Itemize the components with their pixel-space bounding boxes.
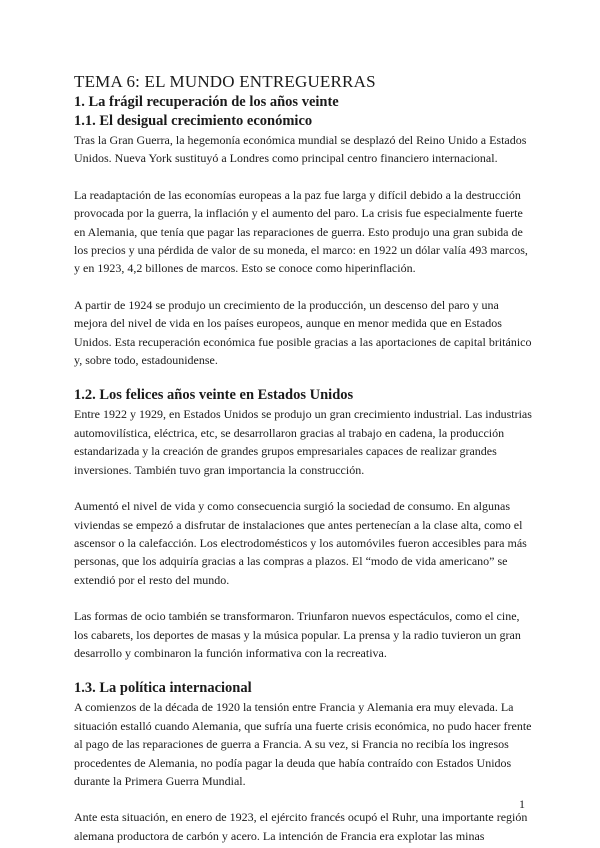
subsection-heading: 1.2. Los felices años veinte en Estados Unidos [74,387,354,404]
paragraph: Ante esta situación, en enero de 1923, el ejército francés ocupó el Ruhr, una importante región alemana productora de carbón y acero. La intención de Francia era explotar las minas [74,810,528,843]
page-number: 1 [519,797,525,811]
paragraph: Entre 1922 y 1929, en Estados Unidos se produjo un gran crecimiento industrial. Las industrias automovilística, eléctrica, etc, se desarrollaron gracias al trabajo en cadena, la producción estandarizada y la creación de grandes grupos empresariales capaces de realizar grandes inversiones. También tuvo gran importancia la construcción. [74,407,532,477]
paragraph: Tras la Gran Guerra, la hegemonía económica mundial se desplazó del Reino Unido a Estados Unidos. Nueva York sustituyó a Londres como principal centro financiero internacional. [74,133,527,166]
section-heading: 1. La frágil recuperación de los años veinte [74,94,339,110]
paragraph: A comienzos de la década de 1920 la tensión entre Francia y Alemania era muy elevada. La situación estalló cuando Alemania, que sufría una fuerte crisis económica, no pudo hacer frente al pago de las reparaciones de guerra a Francia. A su vez, si Francia no recibía los ingresos procedentes de Alemania, no podía pagar la deuda que había contraído con Estados Unidos durante la Primera Guerra Mundial. [74,700,532,788]
page-content [74,72,534,845]
paragraph: A partir de 1924 se produjo un crecimiento de la producción, un descenso del paro y una mejora del nivel de vida en los países europeos, aunque en menor medida que en Estados Unidos. Esta recuperación económica fue posible gracias a las aportaciones de capital británico y, sobre todo, estadounidense. [74,297,532,368]
paragraph: La readaptación de las economías europeas a la paz fue larga y difícil debido a la destrucción provocada por la guerra, la inflación y el aumento del paro. La crisis fue especialmente fuerte en Alemania, que tenía que pagar las reparaciones de guerra. Esto produjo una gran subida de los precios y una pérdida de valor de su moneda, el marco: en 1922 un dólar valía 493 marcos, y en 1923, 4,2 billones de marcos. Esto se conoce como hiperinflación. [74,187,528,276]
subsection-heading: 1.1. El desigual crecimiento económico [74,113,313,129]
document-title: TEMA 6: EL MUNDO ENTREGUERRAS [74,72,376,91]
subsection-heading: 1.3. La política internacional [74,680,252,697]
paragraph: Aumentó el nivel de vida y como consecuencia surgió la sociedad de consumo. En algunas viviendas se empezó a disfrutar de instalaciones que antes pertenecían a la clase alta, como el ascensor o la calefacción. Los electrodomésticos y los automóviles fueron accesibles para más personas, que los adquiría gracias a las compras a plazos. El “modo de vida americano” se extendió por el resto del mundo. [74,499,527,587]
paragraph: Las formas de ocio también se transformaron. Triunfaron nuevos espectáculos, como el cine, los cabarets, los deportes de masas y la música popular. La prensa y la radio tuvieron un gran desarrollo y combinaron la función informativa con la recreativa. [74,609,521,660]
